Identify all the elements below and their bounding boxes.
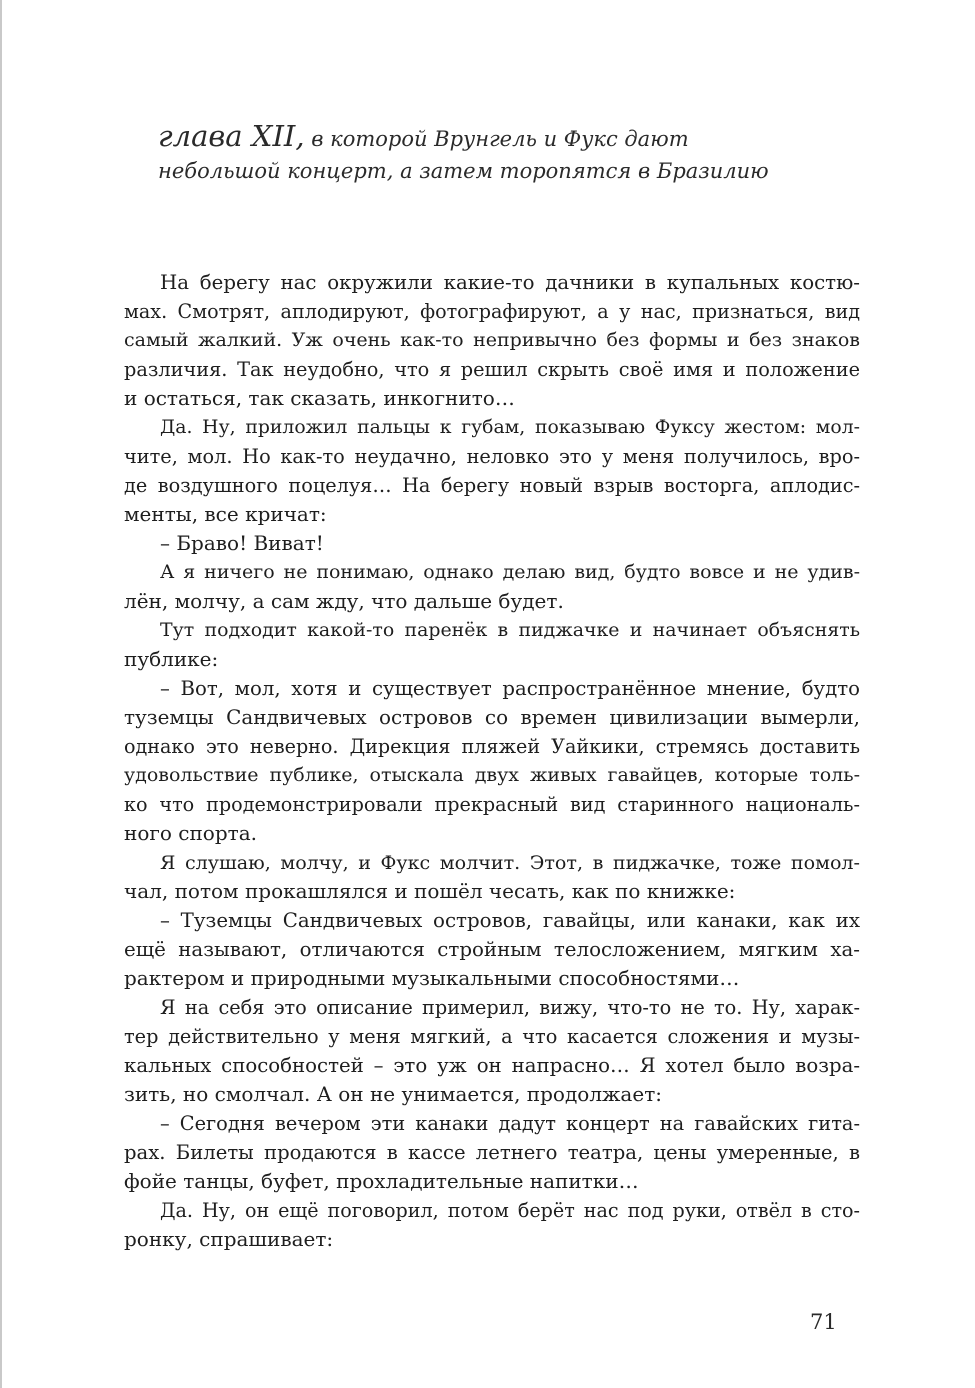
paragraph: [124, 906, 860, 993]
text-line: ного спорта.: [124, 821, 257, 845]
page-number: 71: [810, 1310, 837, 1334]
text-line: На берегу нас окружили какие-то дачники в купальных костю-: [160, 271, 860, 294]
text-line: чал, потом прокашлялся и пошёл чесать, как по книжке:: [124, 879, 736, 903]
text-line: тер действительно у меня мягкий, а что касается сложения и музы-: [124, 1025, 860, 1048]
text-line: самый жалкий. Уж очень как-то непривычно без формы и без знаков: [124, 329, 860, 351]
text-line: чите, мол. Но как-то неудачно, неловко это у меня получилось, вро-: [124, 445, 860, 468]
text-line: рактером и природными музыкальными способностями…: [124, 966, 740, 990]
text-line: ещё называют, отличаются стройным телосложением, мягким ха-: [124, 938, 860, 961]
text-line: лён, молчу, а сам жду, что дальше будет.: [124, 589, 564, 613]
text-line: менты, все кричат:: [124, 502, 327, 526]
text-line: Тут подходит какой-то паренёк в пиджачке и начинает объяснять: [160, 619, 860, 641]
text-line: кальных способностей – это уж он напрасно… Я хотел было возра-: [124, 1054, 860, 1077]
text-line: и остаться, так сказать, инкогнито…: [124, 386, 515, 410]
chapter-heading-line-1: [158, 120, 898, 155]
text-line: фойе танцы, буфет, прохладительные напитки…: [124, 1169, 639, 1193]
paragraph: [124, 1109, 860, 1196]
text-line: – Вот, мол, хотя и существует распространённое мнение, будто: [160, 677, 860, 700]
text-line: мах. Смотрят, аплодируют, фотографируют, а у нас, признаться, вид: [124, 300, 860, 323]
paragraph: [124, 1196, 860, 1254]
paragraph: [124, 848, 860, 906]
body-text: [124, 268, 860, 1254]
paragraph: [124, 674, 860, 848]
chapter-title-part-1: в которой Врунгель и Фукс дают: [304, 127, 689, 151]
paragraph: [124, 529, 860, 558]
text-line: Да. Ну, приложил пальцы к губам, показываю Фуксу жестом: мол-: [160, 417, 860, 438]
text-line: зить, но смолчал. А он не унимается, продолжает:: [124, 1082, 662, 1106]
text-line: Я на себя это описание примерил, вижу, что-то не то. Ну, харак-: [160, 996, 860, 1019]
paragraph: [124, 558, 860, 616]
chapter-label: глава XII,: [158, 119, 305, 153]
paragraph: [124, 993, 860, 1109]
text-line: Да. Ну, он ещё поговорил, потом берёт нас под руки, отвёл в сто-: [160, 1199, 860, 1222]
text-line: де воздушного поцелуя… На берегу новый взрыв восторга, аплодис-: [124, 474, 860, 497]
text-line: рах. Билеты продаются в кассе летнего театра, цены умеренные, в: [124, 1141, 860, 1164]
paragraph: [124, 616, 860, 674]
text-line: публике:: [124, 647, 219, 671]
page-edge: [0, 0, 2, 1388]
text-line: А я ничего не понимаю, однако делаю вид, будто вовсе и не удив-: [160, 561, 860, 583]
text-line: – Сегодня вечером эти канаки дадут концерт на гавайских гита-: [160, 1112, 860, 1135]
text-line: Я слушаю, молчу, и Фукс молчит. Этот, в пиджачке, тоже помол-: [160, 851, 860, 874]
paragraph: [124, 268, 860, 413]
text-line: ронку, спрашивает:: [124, 1227, 334, 1251]
text-line: удовольствие публике, отыскала двух живых гавайцев, которые толь-: [124, 764, 860, 786]
paragraph: [124, 413, 860, 529]
text-line: туземцы Сандвичевых островов со времен цивилизации вымерли,: [124, 705, 860, 729]
chapter-heading: [158, 120, 898, 187]
chapter-title-part-2: небольшой концерт, а затем торопятся в Бразилию: [158, 159, 769, 183]
text-line: – Туземцы Сандвичевых островов, гавайцы, или канаки, как их: [160, 909, 860, 932]
text-line: ко что продемонстрировали прекрасный вид старинного националь-: [124, 793, 860, 816]
text-line: – Браво! Виват!: [160, 531, 324, 555]
text-line: различия. Так неудобно, что я решил скрыть своё имя и положение: [124, 358, 860, 381]
text-line: однако это неверно. Дирекция пляжей Уайкики, стремясь доставить: [124, 735, 860, 758]
